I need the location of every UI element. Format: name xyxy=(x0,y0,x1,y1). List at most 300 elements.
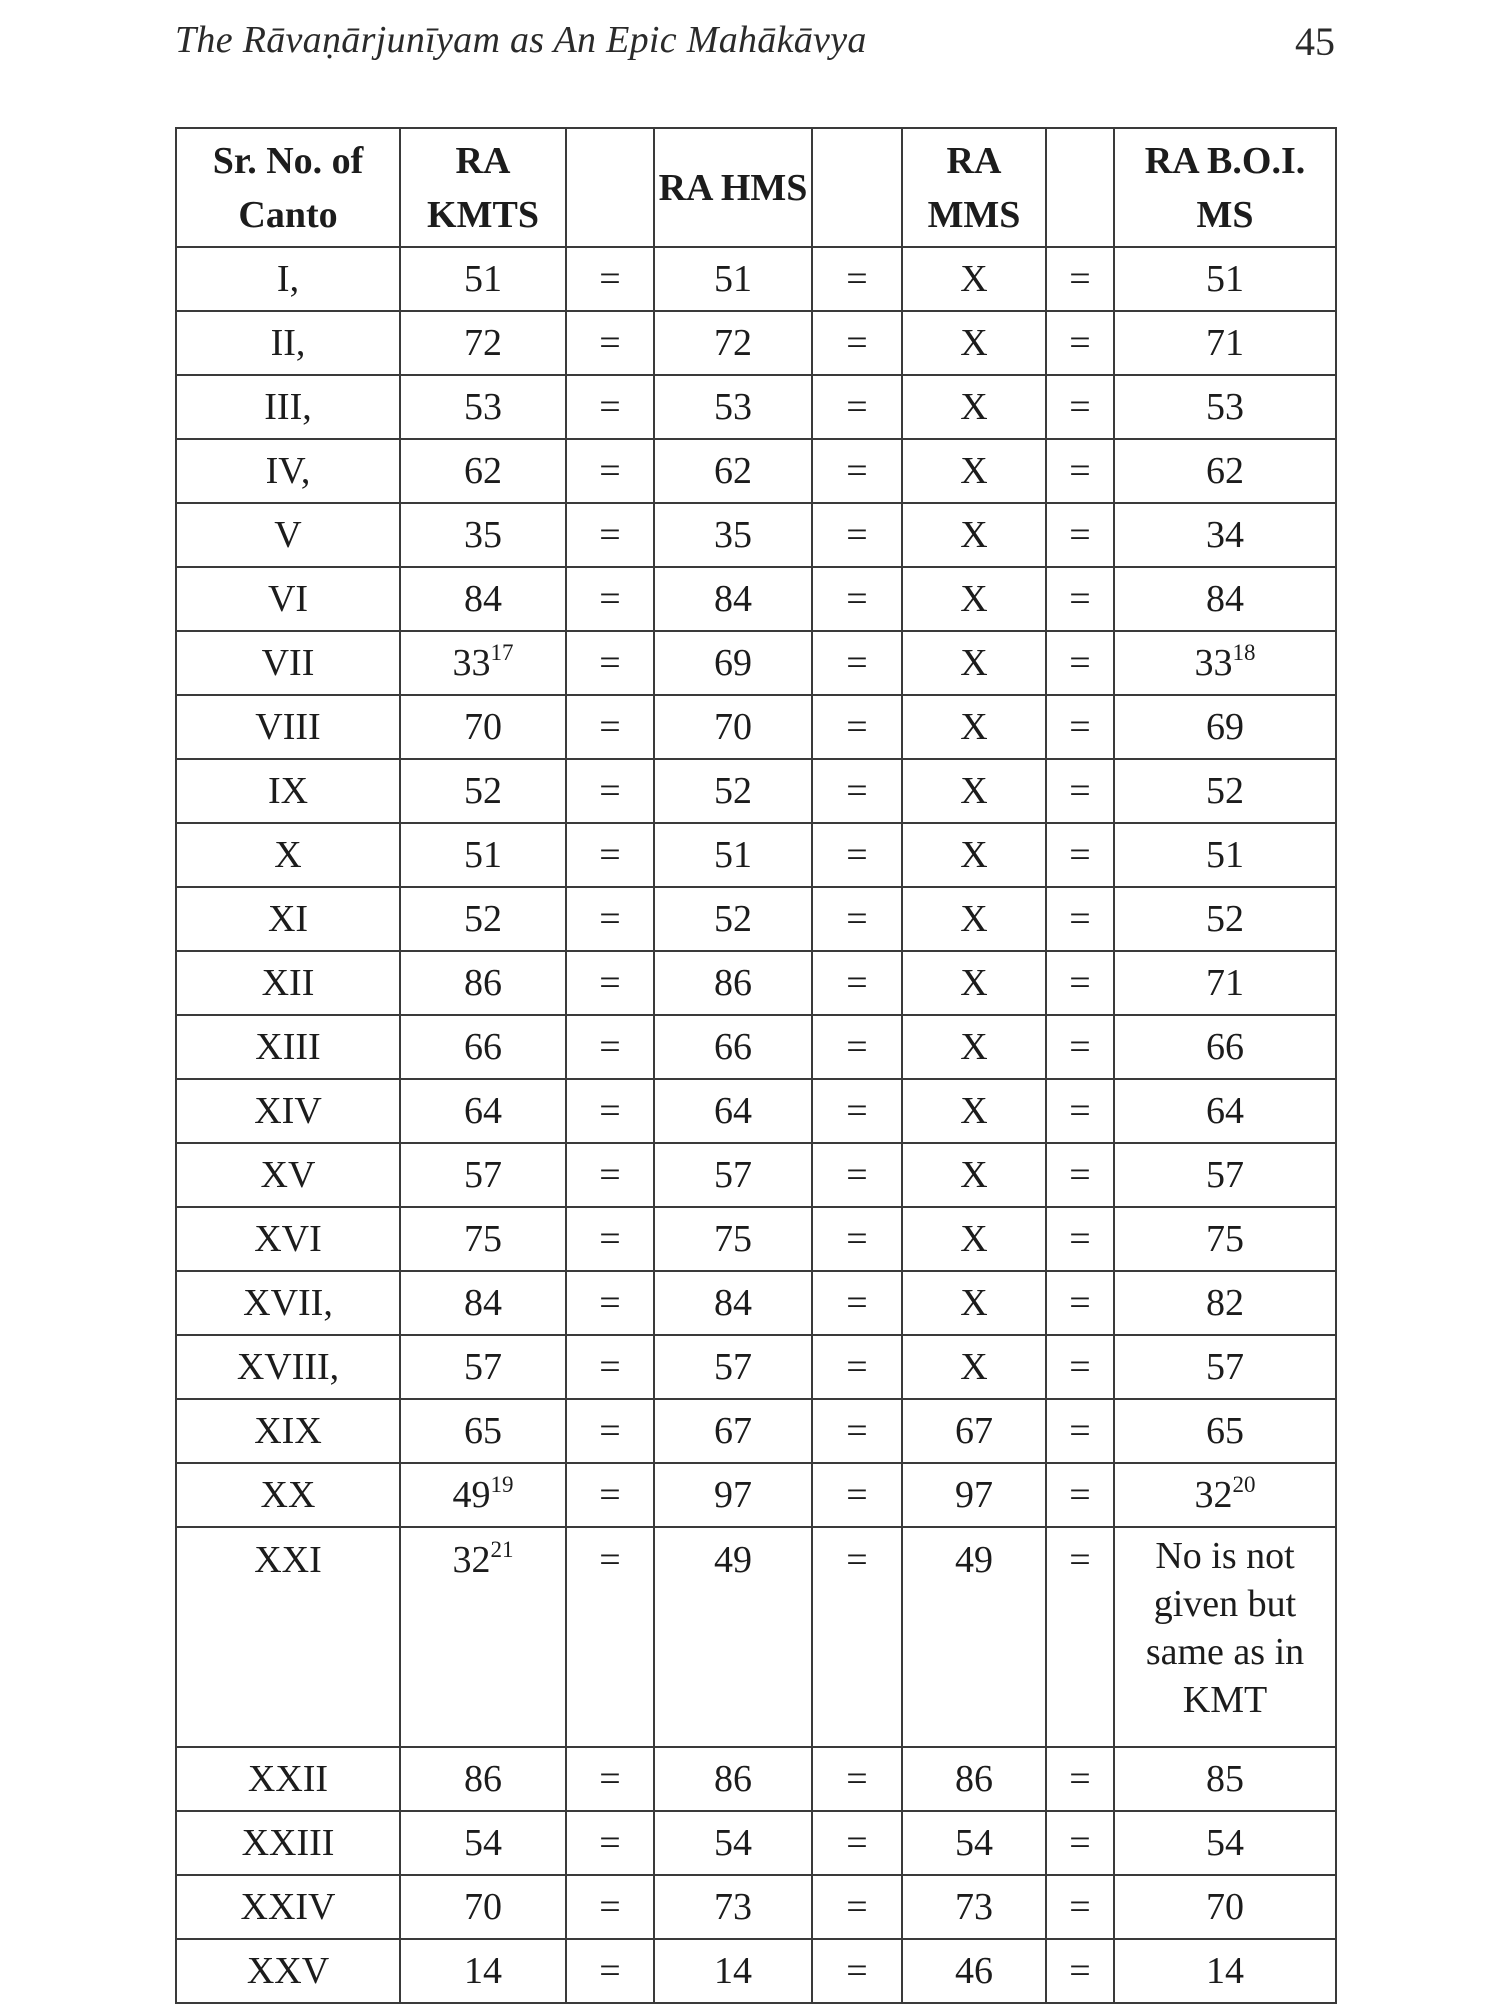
boi-cell xyxy=(1114,1335,1336,1399)
hms-cell xyxy=(654,567,812,631)
table-row xyxy=(176,887,1336,951)
equals-cell-value: = xyxy=(846,450,868,492)
boi-cell xyxy=(1114,695,1336,759)
table-row xyxy=(176,247,1336,311)
mms-cell xyxy=(902,695,1046,759)
hms-cell-value: 14 xyxy=(714,1950,752,1992)
kmts-cell xyxy=(400,1527,566,1747)
canto-cell-value: XXIV xyxy=(240,1886,336,1928)
header-eq-3 xyxy=(1046,128,1114,247)
canto-cell-value: XIII xyxy=(255,1026,321,1068)
kmts-cell-value: 53 xyxy=(464,386,502,428)
hms-cell xyxy=(654,1463,812,1527)
boi-cell-value: 85 xyxy=(1206,1758,1244,1800)
mms-cell-value: X xyxy=(960,1154,988,1196)
mms-cell-value: 46 xyxy=(955,1950,993,1992)
kmts-cell xyxy=(400,887,566,951)
equals-cell xyxy=(812,823,902,887)
canto-cell xyxy=(176,1143,400,1207)
boi-cell-value: 54 xyxy=(1206,1822,1244,1864)
equals-cell xyxy=(566,1079,654,1143)
boi-cell-value: 66 xyxy=(1206,1026,1244,1068)
table-header xyxy=(176,128,1336,247)
canto-cell xyxy=(176,631,400,695)
boi-cell-value: 14 xyxy=(1206,1950,1244,1992)
equals-cell xyxy=(812,567,902,631)
kmts-cell xyxy=(400,311,566,375)
equals-cell-value: = xyxy=(1069,322,1091,364)
table-row xyxy=(176,1335,1336,1399)
boi-cell-value: 70 xyxy=(1206,1886,1244,1928)
hms-cell-value: 84 xyxy=(714,578,752,620)
equals-cell-value: = xyxy=(1069,1154,1091,1196)
equals-cell-value: = xyxy=(599,1886,621,1928)
boi-cell xyxy=(1114,567,1336,631)
equals-cell-value: = xyxy=(599,1822,621,1864)
table-row xyxy=(176,1463,1336,1527)
boi-cell-value: 34 xyxy=(1206,514,1244,556)
equals-cell-value: = xyxy=(599,834,621,876)
equals-cell-value: = xyxy=(599,898,621,940)
kmts-cell xyxy=(400,1747,566,1811)
canto-cell xyxy=(176,1527,400,1747)
equals-cell-value: = xyxy=(599,1218,621,1260)
kmts-cell-value: 35 xyxy=(464,514,502,556)
canto-cell-value: V xyxy=(274,514,302,556)
canto-cell-value: XXII xyxy=(247,1758,329,1800)
equals-cell-value: = xyxy=(846,1539,868,1581)
equals-cell-value: = xyxy=(846,258,868,300)
equals-cell-value: = xyxy=(1069,1026,1091,1068)
canto-cell xyxy=(176,1015,400,1079)
equals-cell-value: = xyxy=(1069,1886,1091,1928)
equals-cell xyxy=(566,1207,654,1271)
kmts-cell xyxy=(400,1939,566,2003)
equals-cell-value: = xyxy=(846,1758,868,1800)
hms-cell xyxy=(654,1399,812,1463)
kmts-cell xyxy=(400,247,566,311)
equals-cell-value: = xyxy=(1069,1758,1091,1800)
equals-cell xyxy=(812,887,902,951)
kmts-cell xyxy=(400,503,566,567)
equals-cell-value: = xyxy=(846,578,868,620)
kmts-cell-value: 72 xyxy=(464,322,502,364)
equals-cell-value: = xyxy=(1069,962,1091,1004)
boi-cell-value: 65 xyxy=(1206,1410,1244,1452)
kmts-cell xyxy=(400,823,566,887)
equals-cell-value: = xyxy=(599,1282,621,1324)
boi-cell xyxy=(1114,1811,1336,1875)
mms-cell xyxy=(902,1207,1046,1271)
mms-cell-value: X xyxy=(960,1346,988,1388)
hms-cell-value: 75 xyxy=(714,1218,752,1260)
boi-cell xyxy=(1114,1527,1336,1747)
table-row xyxy=(176,1079,1336,1143)
equals-cell-value: = xyxy=(1069,578,1091,620)
mms-cell-value: X xyxy=(960,834,988,876)
kmts-cell-value: 64 xyxy=(464,1090,502,1132)
kmts-cell xyxy=(400,1079,566,1143)
canto-cell-value: II, xyxy=(270,322,306,364)
equals-cell-value: = xyxy=(846,1026,868,1068)
table-row xyxy=(176,1939,1336,2003)
canto-cell-value: XXV xyxy=(246,1950,330,1992)
equals-cell xyxy=(1046,1939,1114,2003)
hms-cell-value: 69 xyxy=(714,642,752,684)
boi-cell xyxy=(1114,439,1336,503)
equals-cell xyxy=(566,247,654,311)
mms-cell-value: X xyxy=(960,514,988,556)
canto-cell xyxy=(176,1335,400,1399)
equals-cell xyxy=(812,695,902,759)
equals-cell xyxy=(812,1143,902,1207)
canto-cell-value: I, xyxy=(276,258,300,300)
table-row xyxy=(176,1015,1336,1079)
canto-verse-count-table xyxy=(175,127,1337,2004)
equals-cell xyxy=(1046,1079,1114,1143)
equals-cell xyxy=(1046,1875,1114,1939)
mms-cell-value: X xyxy=(960,386,988,428)
boi-cell xyxy=(1114,1015,1336,1079)
canto-cell xyxy=(176,759,400,823)
hms-cell-value: 84 xyxy=(714,1282,752,1324)
hms-cell xyxy=(654,1015,812,1079)
table-row xyxy=(176,1271,1336,1335)
equals-cell xyxy=(566,887,654,951)
kmts-cell-value: 49 xyxy=(452,1474,491,1516)
table-row xyxy=(176,375,1336,439)
kmts-cell-value: 75 xyxy=(464,1218,502,1260)
equals-cell xyxy=(566,823,654,887)
equals-cell xyxy=(812,759,902,823)
hms-cell xyxy=(654,759,812,823)
equals-cell-value: = xyxy=(1069,642,1091,684)
equals-cell-value: = xyxy=(846,1346,868,1388)
footnote-marker: 18 xyxy=(1232,640,1256,665)
canto-cell-value: XV xyxy=(260,1154,316,1196)
equals-cell xyxy=(812,631,902,695)
mms-cell xyxy=(902,887,1046,951)
equals-cell xyxy=(1046,951,1114,1015)
boi-cell-value: No is not given but same as in KMT xyxy=(1145,1535,1305,1721)
kmts-cell xyxy=(400,695,566,759)
mms-cell-value: X xyxy=(960,450,988,492)
hms-cell xyxy=(654,1939,812,2003)
mms-cell-value: 54 xyxy=(955,1822,993,1864)
canto-cell xyxy=(176,375,400,439)
boi-cell-value: 71 xyxy=(1206,322,1244,364)
equals-cell-value: = xyxy=(1069,258,1091,300)
equals-cell-value: = xyxy=(599,1950,621,1992)
boi-cell xyxy=(1114,375,1336,439)
equals-cell-value: = xyxy=(846,1090,868,1132)
equals-cell-value: = xyxy=(1069,1282,1091,1324)
hms-cell xyxy=(654,1335,812,1399)
equals-cell-value: = xyxy=(846,1822,868,1864)
equals-cell xyxy=(1046,1015,1114,1079)
equals-cell-value: = xyxy=(599,1026,621,1068)
boi-cell-value: 71 xyxy=(1206,962,1244,1004)
equals-cell-value: = xyxy=(599,706,621,748)
equals-cell-value: = xyxy=(599,962,621,1004)
equals-cell xyxy=(566,503,654,567)
hms-cell-value: 49 xyxy=(714,1539,752,1581)
hms-cell xyxy=(654,311,812,375)
equals-cell-value: = xyxy=(846,386,868,428)
mms-cell xyxy=(902,247,1046,311)
equals-cell-value: = xyxy=(599,1154,621,1196)
equals-cell xyxy=(566,1399,654,1463)
page-number: 45 xyxy=(1295,19,1335,64)
kmts-cell-value: 51 xyxy=(464,258,502,300)
hms-cell xyxy=(654,375,812,439)
table-row xyxy=(176,503,1336,567)
header-eq-2 xyxy=(812,128,902,247)
kmts-cell xyxy=(400,1271,566,1335)
canto-cell xyxy=(176,439,400,503)
header-boi: RA B.O.I. MS xyxy=(1114,128,1336,247)
boi-cell xyxy=(1114,1875,1336,1939)
table-row xyxy=(176,439,1336,503)
mms-cell-value: 97 xyxy=(955,1474,993,1516)
kmts-cell xyxy=(400,1015,566,1079)
canto-cell xyxy=(176,887,400,951)
canto-cell-value: XVI xyxy=(254,1218,322,1260)
kmts-cell xyxy=(400,567,566,631)
canto-cell-value: X xyxy=(274,834,302,876)
canto-cell xyxy=(176,503,400,567)
equals-cell xyxy=(566,1747,654,1811)
hms-cell-value: 67 xyxy=(714,1410,752,1452)
header-hms: RA HMS xyxy=(654,128,812,247)
boi-cell-value: 57 xyxy=(1206,1154,1244,1196)
boi-cell-value: 69 xyxy=(1206,706,1244,748)
kmts-cell-value: 86 xyxy=(464,1758,502,1800)
hms-cell-value: 70 xyxy=(714,706,752,748)
equals-cell-value: = xyxy=(1069,450,1091,492)
equals-cell-value: = xyxy=(1069,834,1091,876)
mms-cell xyxy=(902,1399,1046,1463)
equals-cell xyxy=(1046,1811,1114,1875)
hms-cell-value: 72 xyxy=(714,322,752,364)
equals-cell xyxy=(566,1463,654,1527)
equals-cell-value: = xyxy=(846,322,868,364)
equals-cell xyxy=(566,631,654,695)
hms-cell-value: 62 xyxy=(714,450,752,492)
canto-cell xyxy=(176,823,400,887)
hms-cell-value: 86 xyxy=(714,1758,752,1800)
boi-cell-value: 32 xyxy=(1194,1474,1233,1516)
equals-cell xyxy=(812,1271,902,1335)
mms-cell xyxy=(902,1875,1046,1939)
equals-cell-value: = xyxy=(1069,706,1091,748)
table-row xyxy=(176,1399,1336,1463)
hms-cell xyxy=(654,247,812,311)
boi-cell xyxy=(1114,631,1336,695)
header-mms: RA MMS xyxy=(902,128,1046,247)
equals-cell xyxy=(566,1143,654,1207)
equals-cell xyxy=(566,1939,654,2003)
equals-cell xyxy=(812,1527,902,1747)
footnote-marker: 19 xyxy=(490,1472,514,1497)
canto-cell-value: III, xyxy=(264,386,312,428)
kmts-cell xyxy=(400,1143,566,1207)
equals-cell-value: = xyxy=(846,834,868,876)
boi-cell xyxy=(1114,759,1336,823)
kmts-cell xyxy=(400,1335,566,1399)
boi-cell-value: 82 xyxy=(1206,1282,1244,1324)
table-row xyxy=(176,1207,1336,1271)
table-body xyxy=(176,247,1336,2003)
equals-cell xyxy=(812,439,902,503)
equals-cell xyxy=(566,1015,654,1079)
mms-cell xyxy=(902,1939,1046,2003)
equals-cell-value: = xyxy=(599,258,621,300)
equals-cell-value: = xyxy=(846,898,868,940)
mms-cell-value: X xyxy=(960,1026,988,1068)
equals-cell xyxy=(1046,1143,1114,1207)
canto-cell xyxy=(176,951,400,1015)
equals-cell xyxy=(1046,1399,1114,1463)
mms-cell-value: X xyxy=(960,898,988,940)
equals-cell xyxy=(1046,1463,1114,1527)
hms-cell xyxy=(654,1875,812,1939)
mms-cell xyxy=(902,631,1046,695)
kmts-cell-value: 14 xyxy=(464,1950,502,1992)
table-row xyxy=(176,695,1336,759)
boi-cell xyxy=(1114,1143,1336,1207)
mms-cell xyxy=(902,1335,1046,1399)
hms-cell-value: 53 xyxy=(714,386,752,428)
canto-cell xyxy=(176,1811,400,1875)
canto-cell-value: XIX xyxy=(254,1410,322,1452)
equals-cell xyxy=(566,567,654,631)
kmts-cell xyxy=(400,1463,566,1527)
footnote-marker: 20 xyxy=(1232,1472,1256,1497)
kmts-cell-value: 84 xyxy=(464,578,502,620)
canto-cell xyxy=(176,311,400,375)
boi-cell-value: 52 xyxy=(1206,770,1244,812)
equals-cell xyxy=(1046,567,1114,631)
equals-cell xyxy=(812,1079,902,1143)
equals-cell xyxy=(566,439,654,503)
mms-cell-value: X xyxy=(960,706,988,748)
mms-cell xyxy=(902,1015,1046,1079)
mms-cell-value: 73 xyxy=(955,1886,993,1928)
hms-cell xyxy=(654,1527,812,1747)
mms-cell-value: X xyxy=(960,578,988,620)
hms-cell xyxy=(654,1143,812,1207)
mms-cell xyxy=(902,823,1046,887)
equals-cell-value: = xyxy=(599,770,621,812)
equals-cell-value: = xyxy=(846,1282,868,1324)
running-title: The Rāvaṇārjunīyam as An Epic Mahākāvya xyxy=(175,19,867,61)
boi-cell-value: 57 xyxy=(1206,1346,1244,1388)
table-row xyxy=(176,311,1336,375)
boi-cell xyxy=(1114,1463,1336,1527)
equals-cell-value: = xyxy=(599,1474,621,1516)
equals-cell xyxy=(812,375,902,439)
hms-cell xyxy=(654,695,812,759)
boi-cell-value: 52 xyxy=(1206,898,1244,940)
mms-cell xyxy=(902,759,1046,823)
mms-cell-value: 49 xyxy=(955,1539,993,1581)
equals-cell xyxy=(812,1939,902,2003)
hms-cell xyxy=(654,439,812,503)
boi-cell-value: 64 xyxy=(1206,1090,1244,1132)
equals-cell-value: = xyxy=(846,642,868,684)
equals-cell-value: = xyxy=(1069,1539,1091,1581)
boi-cell xyxy=(1114,503,1336,567)
equals-cell xyxy=(566,951,654,1015)
kmts-cell xyxy=(400,1207,566,1271)
mms-cell xyxy=(902,311,1046,375)
mms-cell xyxy=(902,1079,1046,1143)
boi-cell-value: 33 xyxy=(1194,642,1233,684)
mms-cell xyxy=(902,1811,1046,1875)
kmts-cell-value: 52 xyxy=(464,898,502,940)
table-row xyxy=(176,631,1336,695)
header-eq-1 xyxy=(566,128,654,247)
equals-cell-value: = xyxy=(1069,1410,1091,1452)
canto-cell-value: VII xyxy=(261,642,315,684)
table-row xyxy=(176,759,1336,823)
hms-cell-value: 66 xyxy=(714,1026,752,1068)
footnote-marker: 21 xyxy=(490,1537,514,1562)
boi-cell xyxy=(1114,887,1336,951)
hms-cell-value: 64 xyxy=(714,1090,752,1132)
equals-cell xyxy=(566,311,654,375)
equals-cell xyxy=(1046,631,1114,695)
equals-cell xyxy=(1046,247,1114,311)
equals-cell-value: = xyxy=(846,1410,868,1452)
equals-cell xyxy=(1046,1271,1114,1335)
equals-cell-value: = xyxy=(846,770,868,812)
equals-cell-value: = xyxy=(599,322,621,364)
hms-cell-value: 35 xyxy=(714,514,752,556)
equals-cell xyxy=(1046,1527,1114,1747)
boi-cell xyxy=(1114,823,1336,887)
kmts-cell-value: 70 xyxy=(464,706,502,748)
hms-cell-value: 54 xyxy=(714,1822,752,1864)
kmts-cell-value: 57 xyxy=(464,1154,502,1196)
equals-cell xyxy=(1046,759,1114,823)
mms-cell-value: X xyxy=(960,1090,988,1132)
boi-cell-value: 51 xyxy=(1206,258,1244,300)
boi-cell xyxy=(1114,247,1336,311)
equals-cell-value: = xyxy=(1069,1346,1091,1388)
kmts-cell xyxy=(400,1811,566,1875)
canto-cell xyxy=(176,567,400,631)
equals-cell xyxy=(812,1015,902,1079)
header-kmts: RA KMTS xyxy=(400,128,566,247)
kmts-cell-value: 70 xyxy=(464,1886,502,1928)
equals-cell xyxy=(812,1747,902,1811)
equals-cell xyxy=(566,375,654,439)
kmts-cell-value: 65 xyxy=(464,1410,502,1452)
equals-cell-value: = xyxy=(1069,1950,1091,1992)
mms-cell-value: X xyxy=(960,1218,988,1260)
equals-cell-value: = xyxy=(846,514,868,556)
equals-cell xyxy=(566,1271,654,1335)
equals-cell-value: = xyxy=(1069,386,1091,428)
equals-cell-value: = xyxy=(846,1218,868,1260)
kmts-cell xyxy=(400,759,566,823)
mms-cell xyxy=(902,1463,1046,1527)
hms-cell-value: 86 xyxy=(714,962,752,1004)
mms-cell xyxy=(902,951,1046,1015)
equals-cell xyxy=(1046,375,1114,439)
